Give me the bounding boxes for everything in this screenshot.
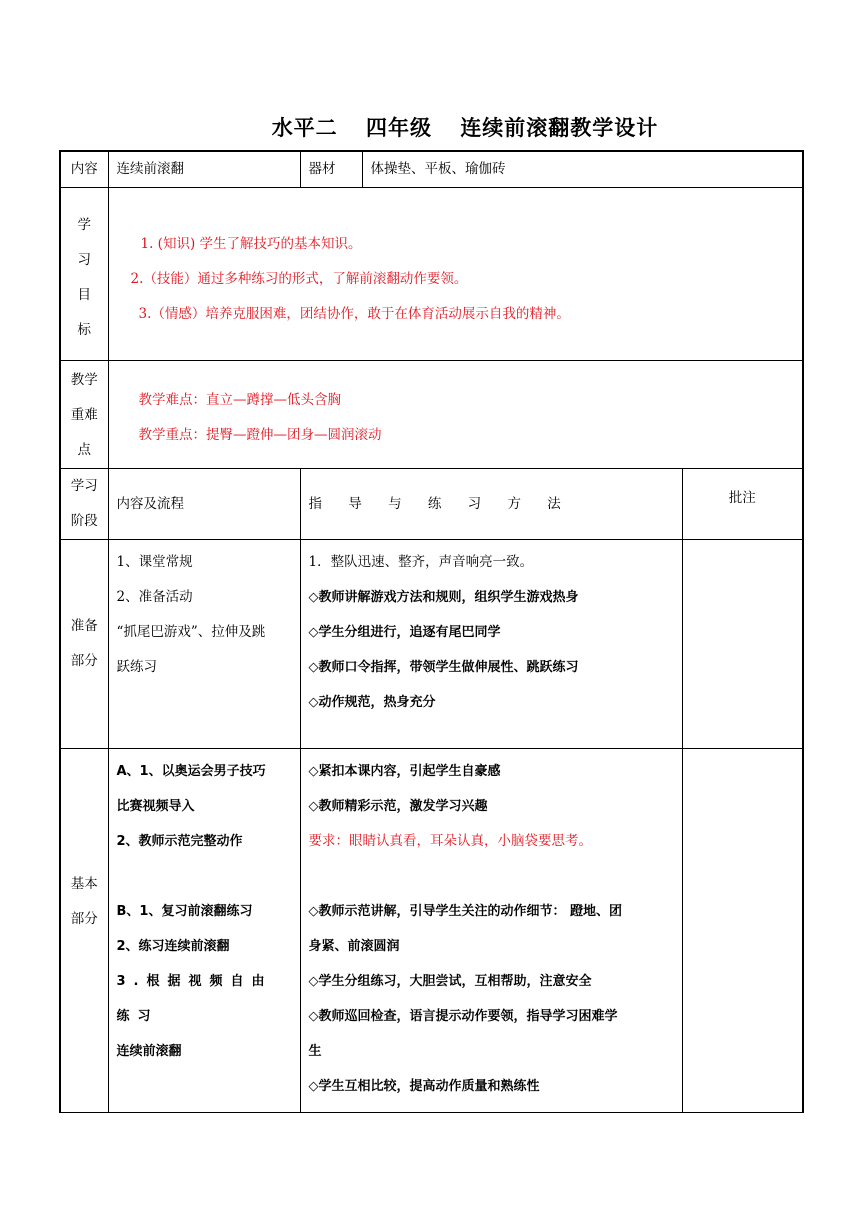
title-topic: 连续前滚翻教学设计: [460, 116, 659, 140]
equipment-value-cell: [362, 151, 803, 188]
basic-requirement: 要求：眼睛认真看，耳朵认真，小脑袋要思考。: [308, 833, 592, 849]
equipment-label: 器材: [308, 161, 336, 177]
key-points-row: [60, 361, 803, 469]
basic-flow-b-item: 2、练习连续前滚翻: [116, 939, 230, 954]
prep-notes-cell: [682, 540, 803, 749]
objectives-row: [60, 188, 803, 361]
column-header-row: [60, 469, 803, 540]
teaching-key-point: 教学重点：提臀—蹬伸—团身—圆润滚动: [138, 427, 382, 443]
prep-method-item: 1．整队迅速、整齐，声音响亮一致。: [308, 554, 534, 570]
title-grade: 四年级: [366, 116, 432, 140]
title-level: 水平二: [271, 116, 338, 140]
notes-header: 批注: [728, 490, 756, 506]
basic-flow-b-item: 3.根据视频自由练习: [116, 974, 273, 1024]
equipment-value: 体操垫、平板、瑜伽砖: [370, 161, 506, 177]
objectives-label-char: 标: [77, 322, 91, 338]
basic-row: [60, 749, 803, 1113]
basic-flow-cell: [108, 749, 300, 1113]
teaching-difficulty: 教学难点：直立—蹲撑—低头含胸: [138, 392, 341, 408]
prep-label-cell: [60, 540, 108, 749]
key-points-label-line: 重难: [70, 407, 98, 423]
objective-knowledge: 1. (知识) 学生了解技巧的基本知识。: [140, 236, 362, 252]
key-points-content-cell: [108, 361, 803, 469]
content-label-cell: [60, 151, 108, 188]
basic-flow-a-item: A、1、以奥运会男子技巧: [116, 764, 266, 779]
key-points-label-line: 教学: [70, 372, 98, 388]
method-header: 指 导 与 练 习 方 法: [308, 495, 572, 512]
basic-flow-b-item: B、1、复习前滚翻练习: [116, 904, 253, 919]
lesson-plan-table: [59, 150, 804, 1113]
content-value: 连续前滚翻: [116, 161, 184, 177]
basic-flow-a-item: 2、教师示范完整动作: [116, 834, 243, 849]
objectives-content-cell: [108, 188, 803, 361]
stage-label-cell: [60, 469, 108, 540]
stage-label-line: 阶段: [70, 513, 98, 529]
flow-header: 内容及流程: [116, 495, 184, 512]
basic-flow-a-item: 比赛视频导入: [116, 799, 195, 814]
stage-label-line: 学习: [70, 478, 98, 494]
prep-label-line: 准备: [70, 618, 98, 634]
objectives-label-char: 学: [77, 217, 91, 233]
prep-label-line: 部分: [70, 653, 98, 669]
basic-flow-b-item: 连续前滚翻: [116, 1044, 182, 1059]
content-value-cell: [108, 151, 300, 188]
basic-method-b-item: ◇教师示范讲解，引导学生关注的动作细节： 蹬地、团: [308, 904, 623, 919]
prep-flow-cell: [108, 540, 300, 749]
basic-method-a-item: ◇教师精彩示范，激发学习兴趣: [308, 799, 488, 814]
objective-skill: 2.（技能）通过多种练习的形式，了解前滚翻动作要领。: [130, 271, 468, 287]
basic-label-cell: [60, 749, 108, 1113]
equipment-label-cell: [300, 151, 362, 188]
prep-method-item: ◇教师讲解游戏方法和规则，组织学生游戏热身: [308, 590, 579, 605]
method-header-cell: [300, 469, 682, 540]
basic-method-b-item: 生: [308, 1044, 322, 1059]
objectives-label-char: 目: [77, 287, 91, 303]
prep-method-item: ◇动作规范，热身充分: [308, 695, 436, 710]
basic-method-b-item: ◇教师巡回检查，语言提示动作要领，指导学习困难学: [308, 1009, 618, 1024]
prep-row: [60, 540, 803, 749]
objectives-label-char: 习: [77, 252, 91, 268]
basic-method-a-item: ◇紧扣本课内容，引起学生自豪感: [308, 764, 501, 779]
basic-method-b-item: ◇学生分组练习，大胆尝试，互相帮助，注意安全: [308, 974, 592, 989]
notes-header-cell: [682, 469, 803, 540]
key-points-label-line: 点: [77, 442, 91, 458]
prep-flow-item: “抓尾巴游戏”、拉伸及跳: [116, 624, 266, 640]
basic-label-line: 部分: [70, 911, 98, 927]
prep-flow-item: 1、课堂常规: [116, 554, 193, 570]
header-row: [60, 151, 803, 188]
prep-flow-item: 2、准备活动: [116, 589, 193, 605]
basic-label-line: 基本: [70, 876, 98, 892]
basic-method-b-item: 身紧、前滚圆润: [308, 939, 400, 954]
prep-method-cell: [300, 540, 682, 749]
basic-notes-cell: [682, 749, 803, 1113]
objectives-label-cell: [60, 188, 108, 361]
key-points-label-cell: [60, 361, 108, 469]
flow-header-cell: [108, 469, 300, 540]
prep-method-item: ◇教师口令指挥，带领学生做伸展性、跳跃练习: [308, 660, 579, 675]
objective-emotion: 3.（情感）培养克服困难，团结协作，敢于在体育活动展示自我的精神。: [138, 306, 570, 322]
basic-method-b-item: ◇学生互相比较，提高动作质量和熟练性: [308, 1079, 540, 1094]
prep-method-item: ◇学生分组进行，追逐有尾巴同学: [308, 625, 501, 640]
prep-flow-item: 跃练习: [116, 659, 157, 675]
document-title: [0, 112, 860, 142]
basic-method-cell: [300, 749, 682, 1113]
content-label: 内容: [70, 161, 98, 177]
